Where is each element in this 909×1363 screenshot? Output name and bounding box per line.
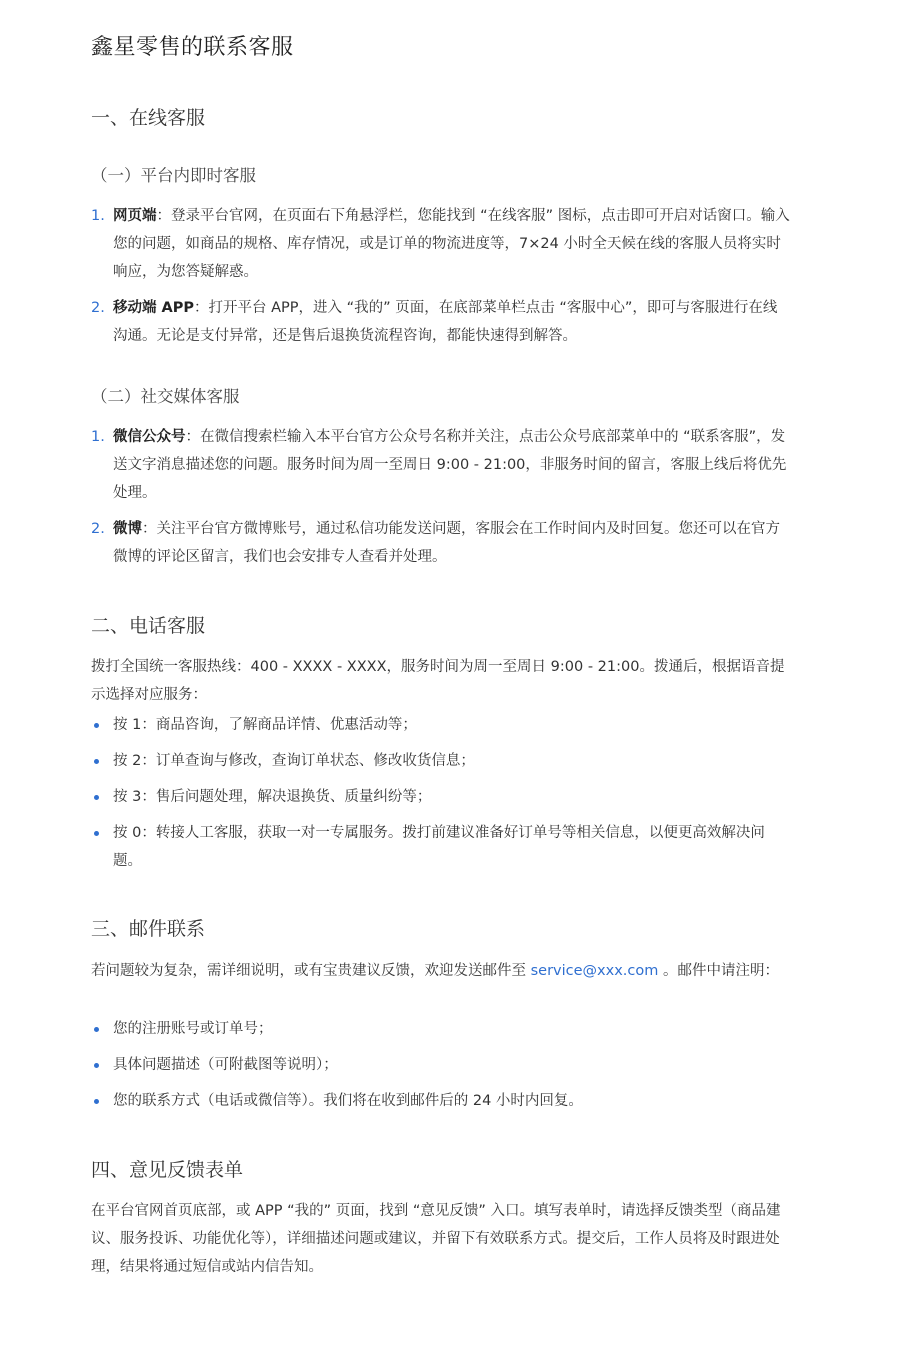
item-text: 您的注册账号或订单号； [113,1021,273,1037]
list-item [91,294,791,350]
list-number: 1. [91,208,105,224]
email-intro-text-after: 。邮件中请注明： [658,963,779,979]
item-label: 移动端 APP [113,300,195,316]
email-requirements-list [91,1015,791,1115]
list-item [91,783,791,811]
list-item [91,1015,791,1043]
section-heading-feedback: 四、意见反馈表单 [91,1159,244,1181]
bullet-icon [94,1027,99,1032]
item-text: 您的联系方式（电话或微信等）。我们将在收到邮件后的 24 小时内回复。 [113,1093,583,1109]
item-text: 按 0：转接人工客服，获取一对一专属服务。拨打前建议准备好订单号等相关信息，以便更高效解决问题。 [113,825,765,869]
bullet-icon [94,1063,99,1068]
item-text: 按 2：订单查询与修改，查询订单状态、修改收货信息； [113,753,475,769]
item-text: 按 1：商品咨询，了解商品详情、优惠活动等； [113,717,417,733]
list-item [91,1051,791,1079]
item-text: 具体问题描述（可附截图等说明）； [113,1057,338,1073]
bullet-icon [94,723,99,728]
bullet-icon [94,831,99,836]
bullet-icon [94,795,99,800]
list-item [91,1087,791,1115]
item-text: ：打开平台 APP，进入 “我的” 页面，在底部菜单栏点击 “客服中心”，即可与客服进行在线沟通。无论是支付异常，还是售后退换货流程咨询，都能快速得到解答。 [113,300,778,344]
page-title: 鑫星零售的联系客服 [91,35,294,60]
list-item [91,515,791,571]
platform-service-list [91,202,791,350]
email-intro [91,957,791,985]
item-label: 微博 [113,521,142,537]
list-item [91,202,791,286]
item-label: 微信公众号 [113,429,186,445]
list-item [91,819,791,875]
bullet-icon [94,759,99,764]
phone-intro: 拨打全国统一客服热线：400 - XXXX - XXXX，服务时间为周一至周日 9:00 - 21:00。拨通后，根据语音提示选择对应服务： [91,659,785,703]
list-item [91,423,791,507]
email-link[interactable]: service@xxx.com [530,963,659,979]
feedback-text: 在平台官网首页底部，或 APP “我的” 页面，找到 “意见反馈” 入口。填写表单时，请选择反馈类型（商品建议、服务投诉、功能优化等），详细描述问题或建议，并留下有效联系方式。提交后，工作人员将及时跟进处理，结果将通过短信或站内信告知。 [91,1203,781,1275]
bullet-icon [94,1099,99,1104]
subsection-heading-platform: （一）平台内即时客服 [91,166,256,185]
item-text: ：关注平台官方微博账号，通过私信功能发送问题，客服会在工作时间内及时回复。您还可以在官方微博的评论区留言，我们也会安排专人查看并处理。 [113,521,780,565]
item-label: 网页端 [113,208,157,224]
email-intro-text: 若问题较为复杂，需详细说明，或有宝贵建议反馈，欢迎发送邮件至 [91,963,531,979]
section-heading-email: 三、邮件联系 [91,918,206,940]
section-heading-phone: 二、电话客服 [91,615,206,637]
item-text: 按 3：售后问题处理，解决退换货、质量纠纷等； [113,789,432,805]
item-text: ：登录平台官网，在页面右下角悬浮栏，您能找到 “在线客服” 图标，点击即可开启对话窗口。输入您的问题，如商品的规格、库存情况，或是订单的物流进度等，7×24 小时全天候在线的客服人员将实时响应，为您答疑解惑。 [113,208,790,280]
list-item [91,711,791,739]
list-number: 2. [91,300,105,316]
list-number: 1. [91,429,105,445]
social-service-list [91,423,791,571]
list-number: 2. [91,521,105,537]
list-item [91,747,791,775]
subsection-heading-social: （二）社交媒体客服 [91,387,240,406]
phone-options-list [91,711,791,875]
item-text: ：在微信搜索栏输入本平台官方公众号名称并关注，点击公众号底部菜单中的 “联系客服”，发送文字消息描述您的问题。服务时间为周一至周日 9:00 - 21:00，非服务时间的留言，客服上线后将优先处理。 [113,429,787,501]
section-heading-online: 一、在线客服 [91,107,206,129]
